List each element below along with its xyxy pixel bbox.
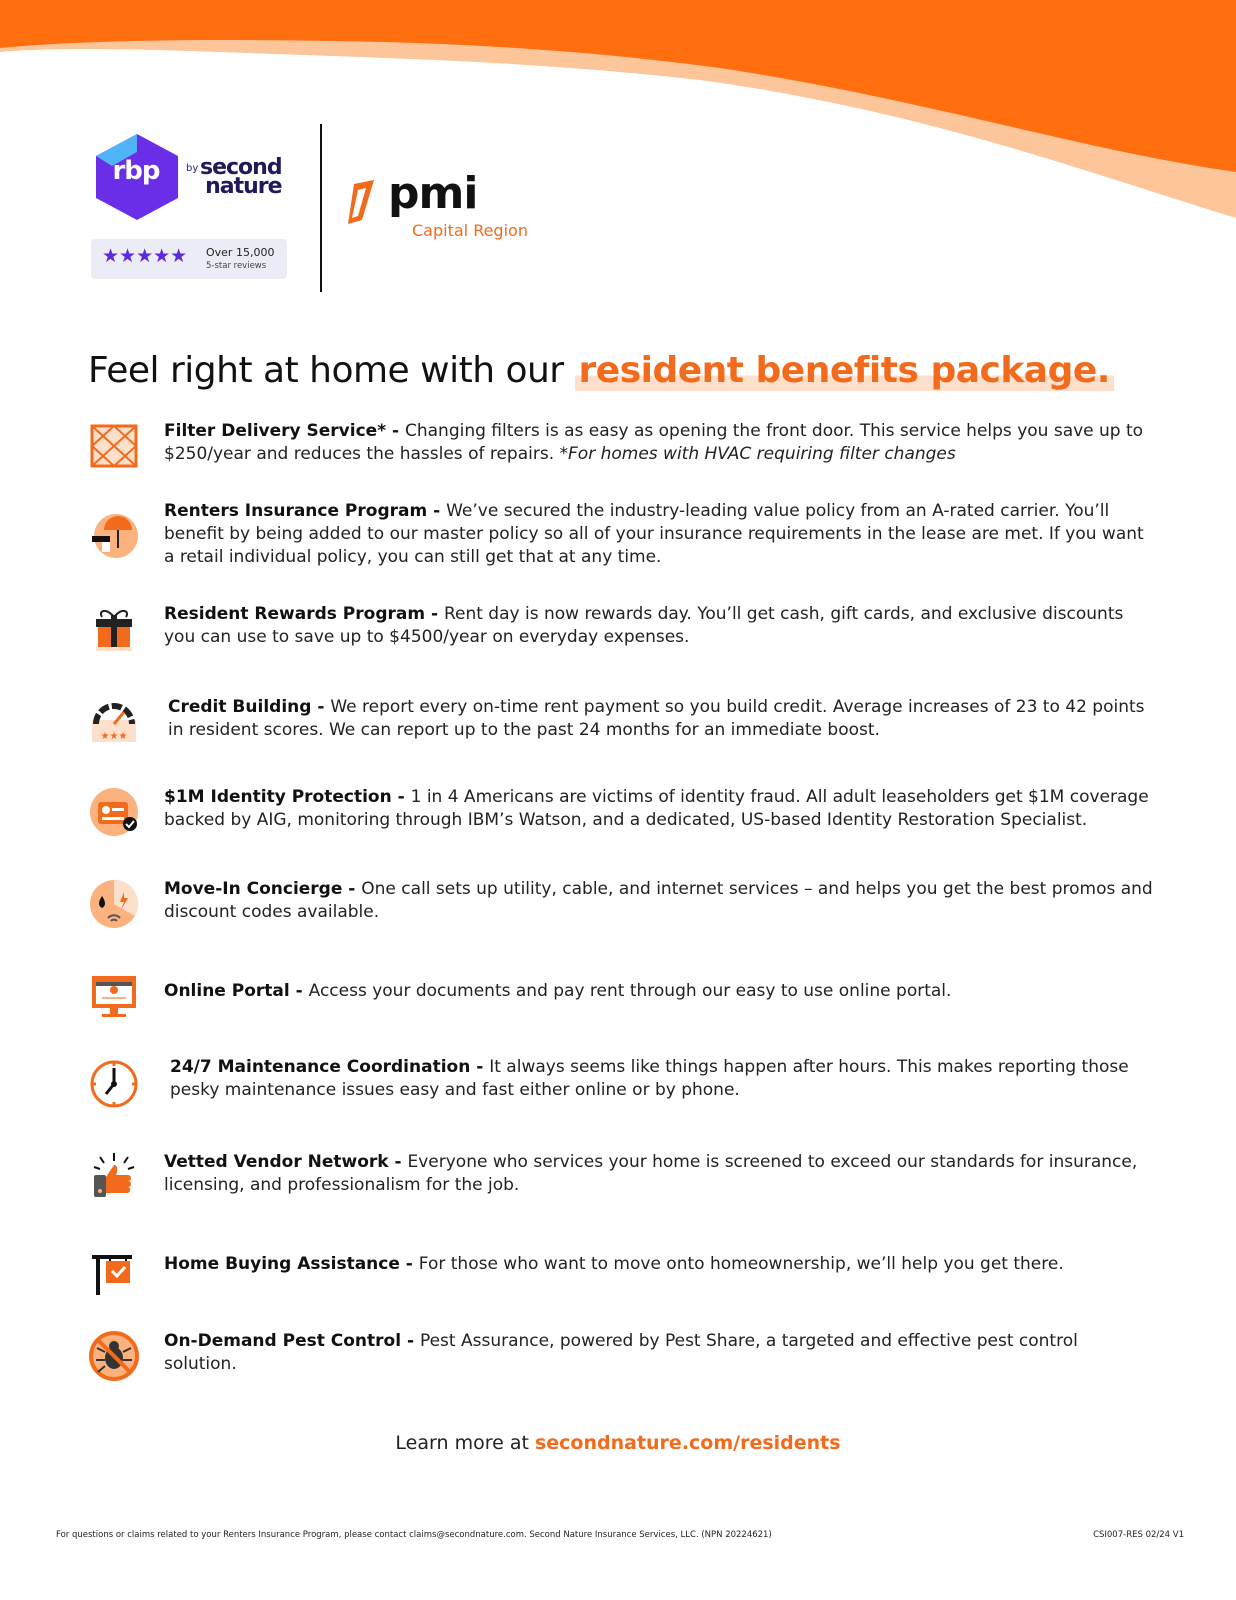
second-nature-logo xyxy=(200,155,282,199)
benefit-title: $1M Identity Protection - xyxy=(164,787,411,807)
benefit-body: We’ve secured the industry-leading value policy from an A-rated carrier. You’ll benefit by being added to our master policy so all of your insurance requirements in the lease are met. If you want a retail individual policy, you can still get that at any time. xyxy=(164,501,1144,567)
benefit-title: Filter Delivery Service* - xyxy=(164,421,405,441)
umbrella-house-icon xyxy=(88,508,140,560)
benefit-body: We report every on-time rent payment so you build credit. Average increases of 23 to 42 points in resident scores. We can report up to the past 24 months for an immediate boost. xyxy=(168,697,1145,740)
rbp-logo-text: rbp xyxy=(112,156,160,186)
svg-text:★★★: ★★★ xyxy=(100,731,128,742)
pmi-mark-icon xyxy=(344,180,376,224)
credit-gauge-icon xyxy=(88,696,140,748)
benefit-title: Vetted Vendor Network - xyxy=(164,1152,408,1172)
thumbs-up-icon xyxy=(88,1151,140,1203)
page-headline xyxy=(88,350,1114,391)
headline-lead: Feel right at home with our xyxy=(88,350,575,391)
logo-by: by xyxy=(186,163,199,174)
learn-prefix: Learn more at xyxy=(395,1432,535,1454)
gift-icon xyxy=(88,603,140,655)
clock-icon xyxy=(88,1056,140,1108)
benefit-title: Credit Building - xyxy=(168,697,331,717)
benefit-body: For those who want to move onto homeownership, we’ll help you get there. xyxy=(418,1254,1064,1274)
reviews-label: 5-star reviews xyxy=(206,261,267,271)
benefit-text xyxy=(164,500,1154,569)
benefit-title: Move-In Concierge - xyxy=(164,879,362,899)
benefit-body: One call sets up utility, cable, and internet services – and helps you get the best promos and discount codes available. xyxy=(164,879,1153,922)
benefit-body: 1 in 4 Americans are victims of identity fraud. All adult leaseholders get $1M coverage backed by AIG, monitoring through IBM’s Watson, and a dedicated, US-based Identity Restoration Specialist. xyxy=(164,787,1149,830)
benefit-text xyxy=(164,420,1154,466)
benefit-note: *For homes with HVAC requiring filter changes xyxy=(559,444,956,464)
benefit-body: It always seems like things happen after hours. This makes reporting those pesky maintenance issues easy and fast either online or by phone. xyxy=(170,1057,1129,1100)
benefit-text xyxy=(164,878,1154,924)
benefit-title: Home Buying Assistance - xyxy=(164,1254,419,1274)
benefit-body: Rent day is now rewards day. You’ll get cash, gift cards, and exclusive discounts you can use to save up to $4500/year on everyday expenses. xyxy=(164,604,1124,647)
benefit-body: Access your documents and pay rent through our easy to use online portal. xyxy=(308,981,952,1001)
utilities-icon xyxy=(88,878,140,930)
benefit-title: 24/7 Maintenance Coordination - xyxy=(170,1057,490,1077)
benefit-title: Online Portal - xyxy=(164,981,309,1001)
star-rating-icon: ★★★★★ xyxy=(102,245,188,267)
benefit-body: Everyone who services your home is screened to exceed our standards for insurance, licensing, and professionalism for the job. xyxy=(164,1152,1138,1195)
insurance-disclaimer: For questions or claims related to your Renters Insurance Program, please contact claims@secondnature.com. Second Nature Insurance Services, LLC. (NPN 20224621) xyxy=(56,1530,772,1540)
pmi-logo-text: pmi xyxy=(388,168,478,219)
pmi-subtitle: Capital Region xyxy=(412,221,528,240)
benefit-text xyxy=(164,1253,1154,1276)
benefit-text xyxy=(164,1330,1154,1376)
learn-more xyxy=(0,1432,1236,1454)
benefit-body: Changing filters is as easy as opening the front door. This service helps you save up to $250/year and reduces the hassles of repairs. xyxy=(164,421,1144,464)
monitor-icon xyxy=(88,970,140,1022)
header-wave xyxy=(0,0,1236,240)
benefit-body: Pest Assurance, powered by Pest Share, a targeted and effective pest control solution. xyxy=(164,1331,1078,1374)
logo-divider xyxy=(320,124,322,292)
benefit-title: On-Demand Pest Control - xyxy=(164,1331,420,1351)
id-card-icon xyxy=(88,786,140,838)
reviews-badge xyxy=(91,239,287,279)
benefit-title: Renters Insurance Program - xyxy=(164,501,447,521)
reviews-count: Over 15,000 xyxy=(206,246,275,259)
headline-highlight: resident benefits package. xyxy=(575,350,1114,391)
benefit-text xyxy=(164,1151,1154,1197)
benefit-text xyxy=(164,603,1154,649)
second-nature-line2: nature xyxy=(205,174,282,199)
benefit-text xyxy=(164,980,1154,1003)
benefit-text xyxy=(170,1056,1160,1102)
benefit-text xyxy=(164,786,1154,832)
benefit-title: Resident Rewards Program - xyxy=(164,604,444,624)
no-pest-icon xyxy=(88,1330,140,1382)
second-nature-line1: second xyxy=(200,155,282,180)
learn-more-link[interactable]: secondnature.com/residents xyxy=(534,1432,841,1454)
document-code: CSI007-RES 02/24 V1 xyxy=(1093,1530,1184,1540)
sold-sign-icon xyxy=(88,1247,140,1299)
filter-icon xyxy=(88,420,140,472)
benefit-text xyxy=(168,696,1158,742)
